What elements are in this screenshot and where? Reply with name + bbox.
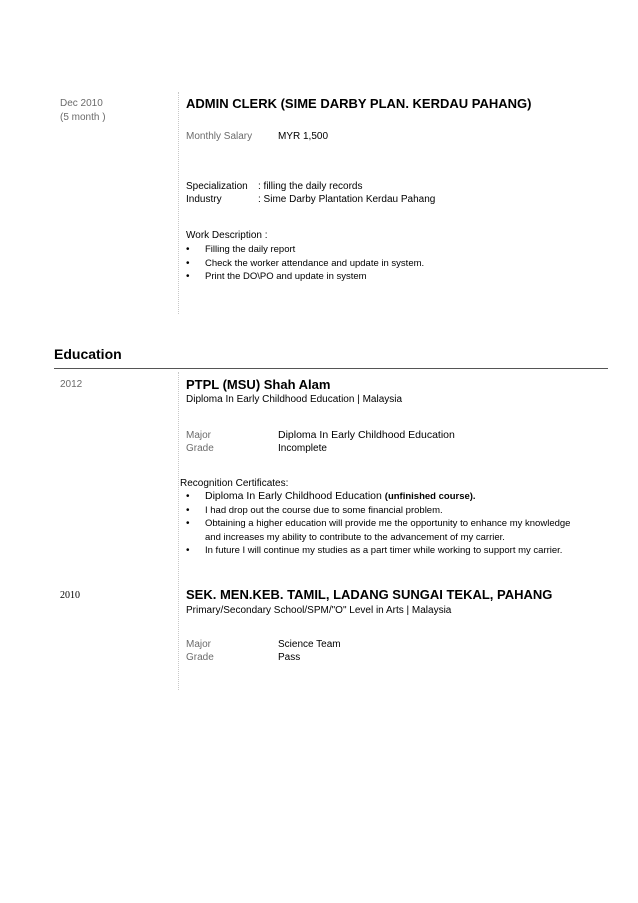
job-date: Dec 2010 xyxy=(60,98,103,109)
grade-label: Grade xyxy=(186,443,214,454)
list-item: • Print the DO\PO and update in system xyxy=(186,270,424,284)
section-divider xyxy=(54,368,608,369)
list-item: • Filling the daily report xyxy=(186,243,424,257)
qualification: Diploma In Early Childhood Education | Malaysia xyxy=(186,394,403,405)
list-item xyxy=(186,490,570,504)
salary-label: Monthly Salary xyxy=(186,131,253,142)
job-title: ADMIN CLERK (SIME DARBY PLAN. KERDAU PAHANG) xyxy=(186,96,532,111)
list-item-text-continued: and increases my ability to contribute to the advancement of my carrier. xyxy=(205,531,505,543)
education-heading: Education xyxy=(54,346,122,362)
list-item: • Check the worker attendance and update in system. xyxy=(186,257,424,271)
recognition-list xyxy=(186,490,570,558)
recognition-label: Recognition Certificates: xyxy=(180,478,289,489)
education-year: 2012 xyxy=(60,379,83,390)
specialization-value: : filling the daily records xyxy=(258,181,363,192)
work-description-list xyxy=(186,243,424,284)
list-item-bold: (unfinished course). xyxy=(384,491,476,502)
major-value: Diploma In Early Childhood Education xyxy=(278,429,455,441)
list-item-text: Obtaining a higher education will provide me the opportunity to enhance my knowledge xyxy=(205,518,571,529)
work-description-label: Work Description : xyxy=(186,230,268,241)
school-name: SEK. MEN.KEB. TAMIL, LADANG SUNGAI TEKAL, PAHANG xyxy=(186,587,553,602)
industry-value: : Sime Darby Plantation Kerdau Pahang xyxy=(258,194,436,205)
salary-value: MYR 1,500 xyxy=(278,131,329,142)
education-year: 2010 xyxy=(60,590,80,601)
major-value: Science Team xyxy=(278,639,341,650)
school-name: PTPL (MSU) Shah Alam xyxy=(186,377,331,392)
specialization-label: Specialization xyxy=(186,181,248,192)
job-duration: (5 month ) xyxy=(60,112,106,123)
list-item: • I had drop out the course due to some financial problem. xyxy=(186,504,570,518)
grade-value: Pass xyxy=(278,652,301,663)
column-divider xyxy=(178,372,180,690)
list-item-text: Diploma In Early Childhood Education xyxy=(205,490,385,502)
qualification: Primary/Secondary School/SPM/"O" Level in Arts | Malaysia xyxy=(186,605,452,616)
major-label: Major xyxy=(186,639,212,650)
grade-label: Grade xyxy=(186,652,214,663)
major-label: Major xyxy=(186,430,212,441)
list-item xyxy=(186,517,570,544)
industry-label: Industry xyxy=(186,194,222,205)
list-item: • In future I will continue my studies as a part timer while working to support my carrier. xyxy=(186,544,570,558)
grade-value: Incomplete xyxy=(278,443,327,454)
column-divider xyxy=(178,92,180,314)
